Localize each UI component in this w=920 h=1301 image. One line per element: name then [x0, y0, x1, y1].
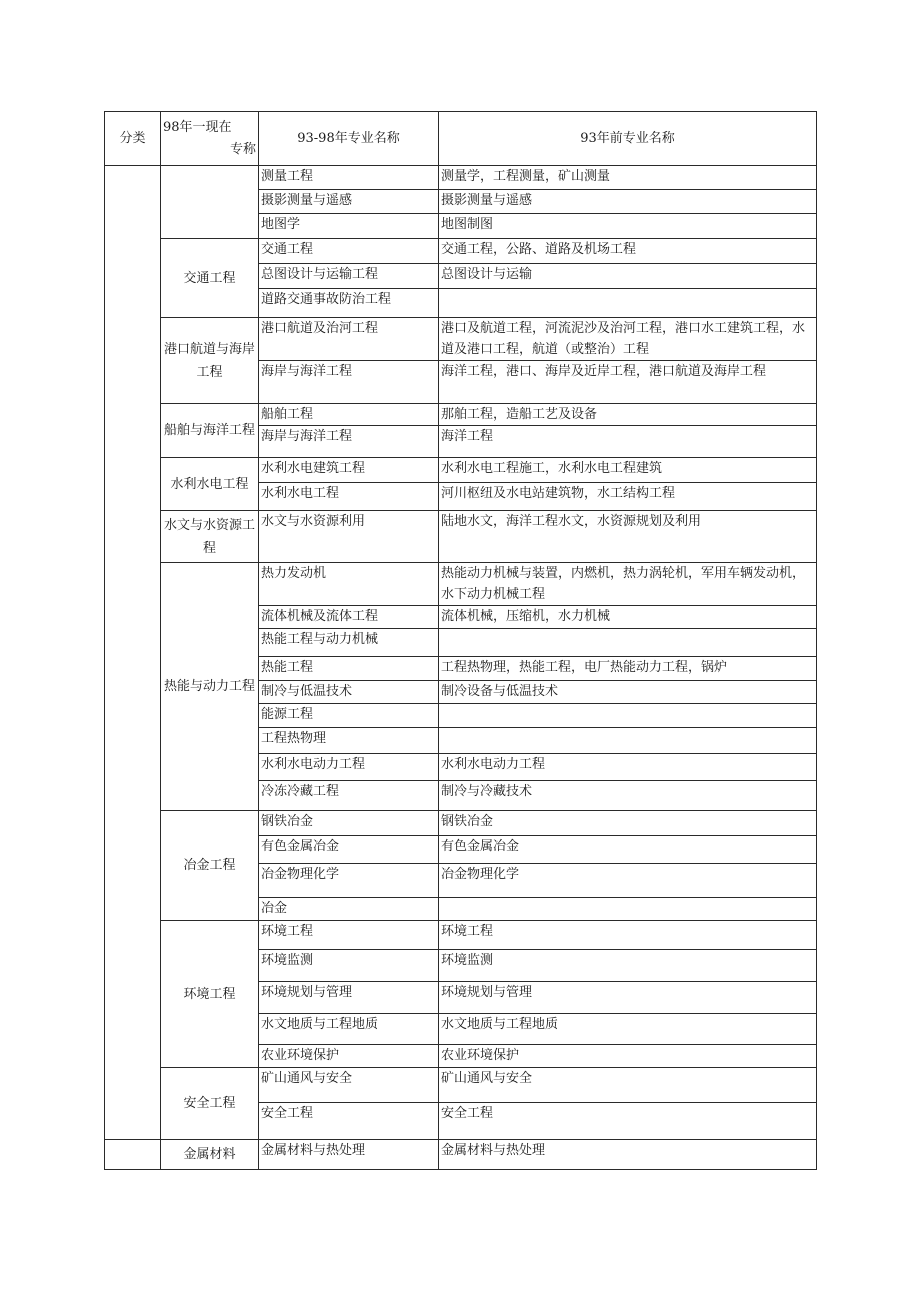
pre-93-major-cell: 热能动力机械与装置，内燃机，热力涡轮机，军用车辆发动机，水下动力机械工程	[439, 563, 817, 606]
table-row	[105, 239, 817, 264]
table-row	[105, 404, 817, 426]
header-current-name	[161, 112, 259, 166]
pre-93-major-cell: 水利水电工程施工，水利水电工程建筑	[439, 458, 817, 483]
pre-93-major-cell: 摄影测量与遥感	[439, 190, 817, 214]
pre-93-major-cell: 环境监测	[439, 950, 817, 982]
pre-93-major-cell: 有色金属冶金	[439, 836, 817, 864]
pre-93-major-cell: 港口及航道工程，河流泥沙及治河工程，港口水工建筑工程，水道及港口工程，航道（或整治）工程	[439, 318, 817, 361]
pre-93-major-cell: 钢铁冶金	[439, 811, 817, 836]
pre-93-major-cell	[439, 728, 817, 754]
table-row	[105, 511, 817, 563]
current-major-cell: 冷冻冷藏工程	[259, 781, 439, 811]
pre-93-major-cell: 矿山通风与安全	[439, 1068, 817, 1103]
major-comparison-table	[104, 111, 817, 1170]
pre-93-major-cell: 那舶工程，造船工艺及设备	[439, 404, 817, 426]
pre-93-major-cell: 测量学，工程测量，矿山测量	[439, 166, 817, 190]
current-major-cell: 工程热物理	[259, 728, 439, 754]
table-row	[105, 318, 817, 361]
current-major-cell: 船舶工程	[259, 404, 439, 426]
table-row	[105, 921, 817, 950]
table-row	[105, 1140, 817, 1170]
current-major-cell: 金属材料与热处理	[259, 1140, 439, 1170]
current-major-cell: 总图设计与运输工程	[259, 264, 439, 289]
category-cell	[105, 166, 161, 1140]
current-major-cell: 热力发动机	[259, 563, 439, 606]
current-major-cell: 制冷与低温技术	[259, 681, 439, 704]
current-major-cell: 港口航道及治河工程	[259, 318, 439, 361]
subcategory-cell: 水文与水资源工程	[161, 511, 259, 563]
pre-93-major-cell: 总图设计与运输	[439, 264, 817, 289]
pre-93-major-cell: 环境工程	[439, 921, 817, 950]
current-major-cell: 环境工程	[259, 921, 439, 950]
pre-93-major-cell: 制冷与冷藏技术	[439, 781, 817, 811]
pre-93-major-cell: 安全工程	[439, 1103, 817, 1140]
current-major-cell: 安全工程	[259, 1103, 439, 1140]
current-major-cell: 热能工程与动力机械	[259, 629, 439, 657]
current-major-cell: 水文地质与工程地质	[259, 1014, 439, 1045]
current-major-cell: 道路交通事故防治工程	[259, 289, 439, 318]
current-major-cell: 农业环境保护	[259, 1045, 439, 1068]
subcategory-cell: 金属材料	[161, 1140, 259, 1170]
current-major-cell: 水文与水资源利用	[259, 511, 439, 563]
current-major-cell: 海岸与海洋工程	[259, 361, 439, 404]
subcategory-cell: 热能与动力工程	[161, 563, 259, 811]
current-major-cell: 地图学	[259, 214, 439, 239]
pre-93-major-cell: 地图制图	[439, 214, 817, 239]
table-row	[105, 166, 817, 190]
category-cell	[105, 1140, 161, 1170]
subcategory-cell	[161, 166, 259, 239]
pre-93-major-cell: 河川枢纽及水电站建筑物，水工结构工程	[439, 483, 817, 511]
current-major-cell: 环境监测	[259, 950, 439, 982]
pre-93-major-cell: 海洋工程，港口、海岸及近岸工程，港口航道及海岸工程	[439, 361, 817, 404]
pre-93-major-cell: 水利水电动力工程	[439, 754, 817, 781]
pre-93-major-cell	[439, 898, 817, 921]
header-93-98-name: 93-98年专业名称	[259, 112, 439, 166]
pre-93-major-cell: 金属材料与热处理	[439, 1140, 817, 1170]
pre-93-major-cell: 水文地质与工程地质	[439, 1014, 817, 1045]
header-pre-93-name: 93年前专业名称	[439, 112, 817, 166]
pre-93-major-cell: 制冷设备与低温技术	[439, 681, 817, 704]
pre-93-major-cell: 农业环境保护	[439, 1045, 817, 1068]
current-major-cell: 交通工程	[259, 239, 439, 264]
pre-93-major-cell: 工程热物理，热能工程，电厂热能动力工程，锅炉	[439, 657, 817, 681]
current-major-cell: 热能工程	[259, 657, 439, 681]
subcategory-cell: 船舶与海洋工程	[161, 404, 259, 458]
table-row	[105, 458, 817, 483]
pre-93-major-cell: 环境规划与管理	[439, 982, 817, 1014]
current-major-cell: 有色金属冶金	[259, 836, 439, 864]
subcategory-cell: 冶金工程	[161, 811, 259, 921]
current-major-cell: 钢铁冶金	[259, 811, 439, 836]
current-major-cell: 冶金物理化学	[259, 864, 439, 898]
current-major-cell: 能源工程	[259, 704, 439, 728]
header-category: 分类	[105, 112, 161, 166]
current-major-cell: 流体机械及流体工程	[259, 606, 439, 629]
pre-93-major-cell: 流体机械，压缩机，水力机械	[439, 606, 817, 629]
current-major-cell: 摄影测量与遥感	[259, 190, 439, 214]
pre-93-major-cell	[439, 704, 817, 728]
header-row	[105, 112, 817, 166]
pre-93-major-cell: 海洋工程	[439, 426, 817, 458]
subcategory-cell: 港口航道与海岸工程	[161, 318, 259, 404]
header-current-line2: 专称	[229, 141, 256, 157]
subcategory-cell: 环境工程	[161, 921, 259, 1068]
current-major-cell: 水利水电动力工程	[259, 754, 439, 781]
pre-93-major-cell	[439, 289, 817, 318]
subcategory-cell: 交通工程	[161, 239, 259, 318]
pre-93-major-cell: 交通工程，公路、道路及机场工程	[439, 239, 817, 264]
subcategory-cell: 安全工程	[161, 1068, 259, 1140]
table-row	[105, 1068, 817, 1103]
subcategory-cell: 水利水电工程	[161, 458, 259, 511]
current-major-cell: 测量工程	[259, 166, 439, 190]
current-major-cell: 水利水电工程	[259, 483, 439, 511]
current-major-cell: 矿山通风与安全	[259, 1068, 439, 1103]
current-major-cell: 海岸与海洋工程	[259, 426, 439, 458]
current-major-cell: 环境规划与管理	[259, 982, 439, 1014]
pre-93-major-cell: 陆地水文，海洋工程水文，水资源规划及利用	[439, 511, 817, 563]
current-major-cell: 水利水电建筑工程	[259, 458, 439, 483]
table-row	[105, 811, 817, 836]
table-row	[105, 563, 817, 606]
pre-93-major-cell	[439, 629, 817, 657]
pre-93-major-cell: 冶金物理化学	[439, 864, 817, 898]
header-current-line1: 98年一现在	[163, 119, 232, 135]
current-major-cell: 冶金	[259, 898, 439, 921]
